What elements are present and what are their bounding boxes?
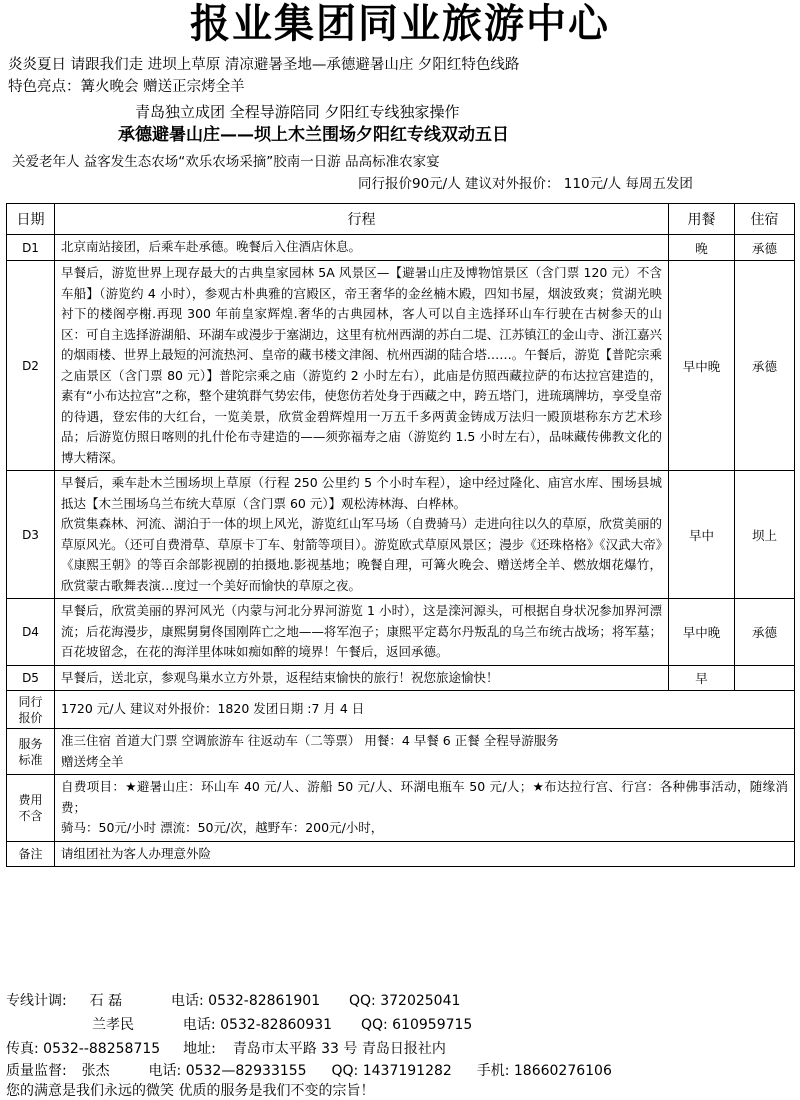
phone-number: 0532-82860931 bbox=[220, 1017, 333, 1033]
service-label: 服务 标准 bbox=[7, 729, 55, 775]
route-title: 承德避暑山庄——坝上木兰围场夕阳红专线双动五日 bbox=[118, 125, 509, 145]
slogan: 您的满意是我们永远的微笑 优质的服务是我们不变的宗旨！ bbox=[6, 1083, 375, 1099]
itinerary-table bbox=[6, 203, 795, 867]
table-row bbox=[7, 665, 795, 691]
phone-label: 电话: bbox=[148, 1063, 182, 1079]
note-value: 请组团社为客人办理意外险 bbox=[55, 841, 795, 867]
contact-row-2 bbox=[92, 1016, 472, 1034]
table-row bbox=[7, 235, 795, 261]
day-content: 早餐后，欣赏美丽的界河风光（内蒙与河北分界河游览 1 小时），这是滦河源头，可根据自身状况参加界河漂流；后花海漫步，康熙舅舅佟国刚阵亡之地——将军泡子；康熙平定葛尔丹叛乱的乌兰布统古战场；将军墓；百花坡留念，在花的海洋里体味如痴如醉的境界！午餐后，返回承德。 bbox=[55, 599, 669, 666]
page-title: 报业集团同业旅游中心 bbox=[190, 1, 610, 47]
table-row bbox=[7, 471, 795, 599]
day-content: 北京南站接团，后乘车赴承德。晚餐后入住酒店休息。 bbox=[55, 235, 669, 261]
day-meals: 早中 bbox=[669, 471, 735, 599]
day-label: D2 bbox=[7, 261, 55, 471]
mobile-number: 18660276106 bbox=[513, 1063, 612, 1079]
qq-label: QQ: bbox=[331, 1063, 359, 1079]
mobile-label: 手机: bbox=[476, 1063, 510, 1079]
promo-line-5: 关爱老年人 益客发生态农场“欢乐农场采摘”胶南一日游 品高标准农家宴 bbox=[12, 154, 440, 170]
fax-number: 0532--88258715 bbox=[43, 1041, 161, 1057]
promo-line-2: 特色亮点：篝火晚会 赠送正宗烤全羊 bbox=[8, 79, 245, 95]
table-row bbox=[7, 261, 795, 471]
day-lodging bbox=[735, 665, 795, 691]
contact-row-1 bbox=[6, 992, 460, 1010]
day-label: D5 bbox=[7, 665, 55, 691]
qq-number: 372025041 bbox=[380, 993, 461, 1009]
note-row bbox=[7, 841, 795, 867]
address-label: 地址: bbox=[183, 1041, 216, 1057]
price-summary: 同行报价90元/人 建议对外报价： 110元/人 每周五发团 bbox=[358, 176, 693, 192]
fee-label: 费用 不含 bbox=[7, 775, 55, 842]
fax-label: 传真: bbox=[6, 1041, 39, 1057]
day-lodging: 坝上 bbox=[735, 471, 795, 599]
day-label: D3 bbox=[7, 471, 55, 599]
fee-value: 自费项目：★避暑山庄：环山车 40 元/人、游船 50 元/人、环湖电瓶车 50 元/人；★布达拉行宫、行宫：各种佛事活动，随缘消费； 骑马：50元/小时 漂流：50元/次，越野车：200元/小时， bbox=[55, 775, 795, 842]
day-label: D1 bbox=[7, 235, 55, 261]
contact-label: 专线计调: bbox=[6, 993, 67, 1009]
phone-number: 0532—82933155 bbox=[185, 1063, 307, 1079]
header-itinerary: 行程 bbox=[55, 204, 669, 235]
qq-label: QQ: bbox=[360, 1017, 388, 1033]
day-lodging: 承德 bbox=[735, 261, 795, 471]
day-label: D4 bbox=[7, 599, 55, 666]
qq-label: QQ: bbox=[349, 993, 376, 1009]
day-meals: 早中晚 bbox=[669, 261, 735, 471]
day-content: 早餐后，乘车赴木兰围场坝上草原（行程 250 公里约 5 个小时车程），途中经过隆化、庙宫水库、围场县城抵达【木兰围场乌兰布统大草原（含门票 60 元）】观松涛林海、白桦林。 欣赏集森林、河流、湖泊于一体的坝上风光，游览红山军马场（自费骑马）走进向往以久的草原，欣赏美丽的草原风光。（还可自费滑草、草原卡丁车、射箭等项目）。游览欧式草原风景区；漫步《还珠格格》《汉武大帝》《康熙王朝》的等百余部影视剧的拍摄地.影视基地；晚餐自理，可篝火晚会、赠送烤全羊、燃放烟花爆竹，欣赏蒙古歌舞表演…度过一个美好而愉快的草原之夜。 bbox=[55, 471, 669, 599]
price-row bbox=[7, 691, 795, 729]
header-date: 日期 bbox=[7, 204, 55, 235]
quality-name: 张杰 bbox=[81, 1063, 110, 1079]
table-row bbox=[7, 599, 795, 666]
phone-number: 0532-82861901 bbox=[208, 993, 321, 1009]
day-meals: 早中晚 bbox=[669, 599, 735, 666]
day-lodging: 承德 bbox=[735, 235, 795, 261]
quality-label: 质量监督: bbox=[6, 1063, 67, 1079]
day-content: 早餐后，游览世界上现存最大的古典皇家园林 5A 风景区—【避暑山庄及博物馆景区（含门票 120 元）不含车船】（游览约 4 小时），参观古朴典雅的宫殿区，帝王奢华的金丝楠木殿，四知书屋，烟波致爽；赏湖光映衬下的楼阁亭榭.再现 300 年前皇家辉煌.奢华的古典园林，客人可以自主选择环山车行驶在古树参天的山区：可自主选择游湖船、环湖车或漫步于塞湖边，这里有杭州西湖的苏白二堤、江苏镇江的金山寺、浙江嘉兴的烟雨楼、世界上最短的河流热河、皇帝的藏书楼文津阁、杭州西湖的陆合塔……。午餐后，游览【普陀宗乘之庙景区（含门票 80 元）】普陀宗乘之庙（游览约 2 小时左右），此庙是仿照西藏拉萨的布达拉宫建造的，素有“小布达拉宫”之称，整个建筑群气势宏伟，使您仿若处身于西藏之中，跨五塔门，进琉璃牌坊，享受皇帝的待遇，登宏伟的大红台，一览美景，欣赏金碧辉煌用一万五千多两黄金铸成万法归一殿顶堪称东方艺术珍品；后游览仿照日喀则的扎什伦布寺建造的——须弥福寿之庙（游览约 1.5 小时左右），品味藏传佛教文化的博大精深。 bbox=[55, 261, 669, 471]
promo-line-1: 炎炎夏日 请跟我们走 进坝上草原 清凉避暑圣地—承德避暑山庄 夕阳红特色线路 bbox=[8, 57, 520, 73]
note-label: 备注 bbox=[7, 841, 55, 867]
contact-name: 兰孝民 bbox=[92, 1017, 134, 1033]
day-meals: 晚 bbox=[669, 235, 735, 261]
table-header-row bbox=[7, 204, 795, 235]
day-meals: 早 bbox=[669, 665, 735, 691]
service-value: 准三住宿 首道大门票 空调旅游车 往返动车（二等票） 用餐：4 早餐 6 正餐 全程导游服务 赠送烤全羊 bbox=[55, 729, 795, 775]
phone-label: 电话: bbox=[182, 1017, 216, 1033]
price-label: 同行 报价 bbox=[7, 691, 55, 729]
header-lodging: 住宿 bbox=[735, 204, 795, 235]
service-row bbox=[7, 729, 795, 775]
day-content: 早餐后，送北京，参观鸟巢水立方外景，返程结束愉快的旅行！祝您旅途愉快！ bbox=[55, 665, 669, 691]
qq-number: 610959715 bbox=[392, 1017, 473, 1033]
header-meals: 用餐 bbox=[669, 204, 735, 235]
contact-name: 石 磊 bbox=[89, 993, 123, 1009]
qq-number: 1437191282 bbox=[362, 1063, 452, 1079]
phone-label: 电话: bbox=[170, 993, 204, 1009]
fee-row bbox=[7, 775, 795, 842]
promo-line-3: 青岛独立成团 全程导游陪同 夕阳红专线独家操作 bbox=[135, 103, 460, 121]
address-value: 青岛市太平路 33 号 青岛日报社内 bbox=[232, 1041, 446, 1057]
contact-row-3 bbox=[6, 1040, 446, 1058]
price-value: 1720 元/人 建议对外报价：1820 发团日期 :7 月 4 日 bbox=[55, 691, 795, 729]
contact-row-4 bbox=[6, 1062, 612, 1080]
day-lodging: 承德 bbox=[735, 599, 795, 666]
